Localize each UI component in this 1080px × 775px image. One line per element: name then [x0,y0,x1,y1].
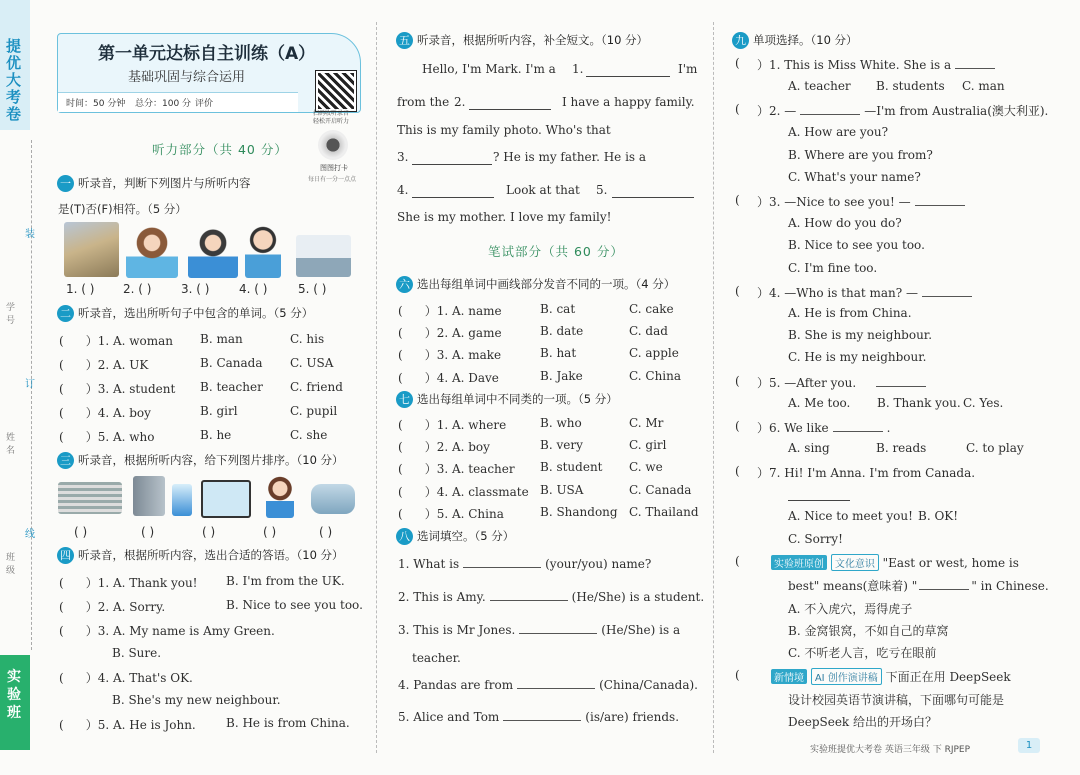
paren: ( [398,507,403,521]
unit-subtitle: 基础巩固与综合运用 [128,70,246,85]
paren: ( [59,406,64,420]
bind-char-1: 装 [25,229,35,240]
s9-q8-text: "East or west, home is [882,556,1019,570]
s9-q3-a: A. How do you do? [788,216,902,230]
option-a: ）3. A. My name is Amy Green. [85,624,275,638]
s2-number: 二 [57,305,74,322]
option-a: ）1. A. name [424,304,502,318]
s6-opt-c1: C. cake [629,302,674,316]
s4-row-1[interactable] [59,574,198,591]
option-a: ）1. A. woman [85,334,174,348]
s2-opt-c3: C. friend [290,380,343,394]
s1-answer-3[interactable]: 3. ( ) [181,282,210,296]
s3-order-4[interactable]: ( ) [263,525,277,539]
s1-answer-5[interactable]: 5. ( ) [298,282,327,296]
great-wall-picture [64,222,119,277]
paren: ( [398,485,403,499]
s5-title: 听录音，根据所听内容，补全短文。（10 分） [417,33,649,47]
paren: ( [59,430,64,444]
s6-opt-b2: B. date [540,324,584,338]
s3-order-3[interactable]: ( ) [202,525,216,539]
s9-q8-c: C. 不听老人言，吃亏在眼前 [788,646,937,660]
s7-opt-b2: B. very [540,438,583,452]
column-divider-2 [713,22,714,753]
s2-row-2[interactable] [59,356,148,373]
s9-q3-c: C. I'm fine too. [788,261,878,275]
s3-heading [57,452,344,469]
s5-number: 五 [396,32,413,49]
s5-num-5: 5. [596,183,608,197]
s8-q2 [398,590,704,604]
s6-row-1[interactable] [398,302,502,319]
s9-q7-blank[interactable] [788,486,850,501]
s4-opt-b1: B. I'm from the UK. [226,574,345,588]
s9-q7-c: C. Sorry! [788,532,843,546]
s9-q9-text: 下面正在用 DeepSeek [885,670,1011,684]
s9-q6-blank[interactable] [833,431,883,432]
paren: ( [59,382,64,396]
paren: ( [398,304,403,318]
s8-q1-text: 1. What is [398,557,460,571]
s1-answer-2[interactable]: 2. ( ) [123,282,152,296]
s9-q4-blank[interactable] [922,296,972,297]
s9-q2-c: C. What's your name? [788,170,921,184]
s9-q9-line2: 设计校园英语节演讲稿，下面哪句可能是 [788,693,1005,707]
s6-opt-c3: C. apple [629,346,679,360]
s2-row-4[interactable] [59,404,151,421]
s8-q3-choice: (He/She) is a [601,623,681,637]
bind-char-2: 订 [25,379,35,390]
s5-num-2: 2. [454,95,466,109]
option-a: ）3. A. make [424,348,502,362]
option-a: ）2. A. Sorry. [85,600,166,614]
paren: ( [59,576,64,590]
ai-tag: AI 创作演讲稿 [811,668,882,685]
s1-number: 一 [57,175,74,192]
s2-opt-c4: C. pupil [290,404,338,418]
s7-row-2[interactable] [398,438,490,455]
s2-heading [57,305,313,322]
man-picture [245,222,281,278]
s5-line-1b: I'm [678,62,698,76]
s9-paren-3[interactable]: ( [735,193,740,207]
option-a: ）5. A. He is John. [85,718,196,732]
s7-opt-c3: C. we [629,460,663,474]
s6-row-2[interactable] [398,324,502,341]
s9-q4-text: ）4. —Who is that man? — [757,286,919,300]
s2-opt-c1: C. his [290,332,325,346]
s7-row-4[interactable] [398,483,529,500]
audio-sub: 每日有一分一点点 [308,176,357,183]
s9-q6-text: ）6. We like [757,421,829,435]
s9-q9 [771,668,1011,685]
option-a: ）1. A. where [424,418,507,432]
s9-q8-text-b: best" means(意味着) " [788,579,918,593]
s4-row-4[interactable] [59,669,193,686]
s8-blank-5[interactable] [503,720,581,721]
binding-line [31,140,32,650]
s3-title: 听录音，根据所听内容，给下列图片排序。（10 分） [78,453,344,467]
s4-opt-b5: B. He is from China. [226,716,350,730]
listening-part-title: 听力部分（共 40 分） [152,142,288,157]
s1-title-line2: 是(T)否(F)相符。（5 分） [58,202,187,216]
paren: ( [398,348,403,362]
option-a: ）5. A. who [85,430,155,444]
paren: ( [398,462,403,476]
s9-q3-blank[interactable] [915,205,965,206]
written-part-title: 笔试部分（共 60 分） [488,244,624,259]
s6-opt-c2: C. dad [629,324,668,338]
s8-q2-text: 2. This is Amy. [398,590,486,604]
s9-q6-a: A. sing [788,441,830,455]
unit-title: 第一单元达标自主训练（A） [98,44,316,64]
s5-num-4: 4. [397,183,409,197]
option-a: ）3. A. teacher [424,462,515,476]
s3-order-2[interactable]: ( ) [141,525,155,539]
s9-q5-b: B. Thank you. [877,396,961,410]
s2-opt-b1: B. man [200,332,243,346]
s8-blank-3[interactable] [519,633,597,634]
paren: ( [398,440,403,454]
s7-row-3[interactable] [398,460,515,477]
s4-opt-b3: B. Sure. [112,646,162,660]
s6-opt-b3: B. hat [540,346,577,360]
s9-q2-blank[interactable] [800,114,860,115]
s5-line-5a: Look at that [506,183,580,197]
s9-paren-7[interactable]: ( [735,464,740,478]
s8-q5-choice: (is/are) friends. [585,710,680,724]
s8-q4-text: 4. Pandas are from [398,678,514,692]
s9-q8-blank[interactable] [919,589,969,590]
option-a: ）2. A. boy [424,440,490,454]
s9-q8-line2 [788,577,1049,594]
label-student-no: 学号 [6,303,16,326]
paren: ( [398,371,403,385]
s8-q3-text: 3. This is Mr Jones. [398,623,516,637]
s7-row-5[interactable] [398,505,504,522]
s8-blank-1[interactable] [463,567,541,568]
s9-q8 [771,554,1019,571]
s5-line-1a: Hello, I'm Mark. I'm a [422,62,556,76]
s9-paren-6[interactable]: ( [735,419,740,433]
s5-heading [396,32,648,49]
s5-line-6: She is my mother. I love my family! [397,210,612,224]
s5-num-1: 1. [572,62,584,76]
s9-q2-b: B. Where are you from? [788,148,933,162]
bind-char-3: 线 [25,529,35,540]
s1-heading [57,175,251,192]
s9-q8-a: A. 不入虎穴，焉得虎子 [788,602,913,616]
s9-q9-line3: DeepSeek 给出的开场白？ [788,715,938,729]
s9-q2 [757,102,1048,119]
s9-paren-5[interactable]: ( [735,374,740,388]
s6-row-3[interactable] [398,346,501,363]
s9-q6-c: C. to play [966,441,1024,455]
s8-heading [396,528,514,545]
paren: ( [398,418,403,432]
culture-tag: 文化意识 [831,554,879,571]
s9-q3-text: ）3. —Nice to see you! — [757,195,911,209]
s2-title: 听录音，选出所听句子中包含的单词。（5 分） [78,306,314,320]
s1-title: 听录音，判断下列图片与所听内容 [78,176,251,190]
s5-blank-5[interactable] [612,183,694,198]
s3-order-5[interactable]: ( ) [319,525,333,539]
qr-code[interactable] [316,71,356,111]
s9-q1-c: C. man [962,79,1005,93]
s9-q4-c: C. He is my neighbour. [788,350,927,364]
s8-q3-cont: teacher. [412,651,461,665]
s4-title: 听录音，根据所听内容，选出合适的答语。（10 分） [78,548,344,562]
s9-q1-blank[interactable] [955,68,995,69]
s4-number: 四 [57,547,74,564]
s9-paren-8[interactable]: ( [735,554,740,568]
s2-opt-b4: B. girl [200,404,238,418]
s9-paren-9[interactable]: ( [735,668,740,682]
s8-q1 [398,557,651,571]
s5-line-4: ? He is my father. He is a [493,150,647,164]
s9-heading [732,32,858,49]
s8-q1-choice: (your/you) name? [545,557,652,571]
qr-caption: 扫码收听录音 轻松开启听力 [313,110,350,125]
s8-q3 [398,623,680,637]
s3-order-1[interactable]: ( ) [74,525,88,539]
s6-opt-b4: B. Jake [540,369,583,383]
cake-picture [311,484,355,514]
s9-q1-a: A. teacher [788,79,851,93]
s9-q8-b: B. 金窝银窝，不如自己的草窝 [788,624,949,638]
s9-q5-blank[interactable] [876,386,926,387]
s6-opt-b1: B. cat [540,302,576,316]
s5-line-3: This is my family photo. Who's that [397,123,611,137]
s9-title: 单项选择。（10 分） [753,33,858,47]
s7-opt-c1: C. Mr [629,416,664,430]
side-band-bottom-text: 实验班 [7,669,21,721]
option-a: ）1. A. Thank you! [85,576,198,590]
s1-answer-1[interactable]: 1. ( ) [66,282,95,296]
woman-picture [266,476,294,518]
s4-row-3[interactable] [59,622,275,639]
s7-opt-c5: C. Thailand [629,505,699,519]
s9-q3 [757,193,969,210]
option-a: ）4. A. That's OK. [85,671,193,685]
s5-line-2b: I have a happy family. [562,95,695,109]
s9-q5 [757,374,930,391]
s9-paren-1[interactable]: ( [735,56,740,70]
s9-q5-c: C. Yes. [963,396,1004,410]
s5-num-3: 3. [397,150,409,164]
option-a: ）5. A. China [424,507,504,521]
audio-caption: 图图打卡 [320,164,348,172]
original-tag: 实验班原创 [771,555,827,570]
time-label: 时间：50 分钟 [66,99,126,109]
paren: ( [398,326,403,340]
s4-row-2[interactable] [59,598,165,615]
s6-heading [396,276,675,293]
paren: ( [59,718,64,732]
s7-heading [396,391,618,408]
s8-q5 [398,710,679,724]
s9-q4-a: A. He is from China. [788,306,912,320]
s7-row-1[interactable] [398,416,506,433]
s9-q7-a: A. Nice to meet you! [788,509,913,523]
s2-opt-c2: C. USA [290,356,334,370]
paren: ( [59,671,64,685]
s7-opt-b3: B. student [540,460,603,474]
s8-title: 选词填空。（5 分） [417,529,515,543]
s8-number: 八 [396,528,413,545]
s8-q4-choice: (China/Canada). [599,678,698,692]
eval-label: 评价 [195,99,214,109]
s9-q6-b: B. reads [876,441,927,455]
s8-q2-choice: (He/She) is a student. [571,590,705,604]
s4-opt-b2: B. Nice to see you too. [226,598,363,612]
s7-opt-c2: C. girl [629,438,667,452]
s5-blank-1[interactable] [586,62,670,77]
s9-number: 九 [732,32,749,49]
s9-q7-b: B. OK! [918,509,959,523]
s5-line-2a: from the [397,95,450,109]
s4-row-5[interactable] [59,716,196,733]
s2-row-1[interactable] [59,332,173,349]
s9-paren-2[interactable]: ( [735,102,740,116]
footer-text: 实验班提优大考卷 英语三年级 下 RJPEP [810,745,971,755]
s5-blank-4[interactable] [412,183,494,198]
audio-icon[interactable] [318,130,348,160]
s7-opt-c4: C. Canada [629,483,692,497]
side-band-top-text: 提优大考卷 [6,37,22,123]
s2-opt-b3: B. teacher [200,380,263,394]
s2-row-3[interactable] [59,380,175,397]
s7-opt-b4: B. USA [540,483,584,497]
s8-blank-4[interactable] [517,688,595,689]
s9-q4 [757,284,976,301]
s9-q2-a: A. How are you? [788,125,889,139]
s7-title: 选出每组单词中不同类的一项。（5 分） [417,392,618,406]
label-name: 姓名 [6,433,16,456]
s9-q5-text: ）5. —After you. [757,376,857,390]
label-class: 班级 [6,553,16,576]
option-a: ）4. A. boy [85,406,151,420]
s8-q4 [398,678,698,692]
option-a: ）2. A. UK [85,358,149,372]
door-picture [133,476,165,516]
new-context-tag: 新情境 [771,669,807,684]
s9-q8-text-c: " in Chinese. [971,579,1049,593]
s7-number: 七 [396,391,413,408]
s9-q3-b: B. Nice to see you too. [788,238,925,252]
s1-answer-4[interactable]: 4. ( ) [239,282,268,296]
s5-blank-2[interactable] [469,95,551,110]
classroom-picture [172,484,192,516]
s4-heading [57,547,344,564]
option-a: ）4. A. Dave [424,371,499,385]
boy-glasses-picture [188,224,238,278]
s2-opt-b5: B. he [200,428,232,442]
option-a: ）3. A. student [85,382,176,396]
option-a: ）4. A. classmate [424,485,529,499]
paren: ( [59,600,64,614]
paren: ( [59,358,64,372]
column-divider-1 [376,22,377,753]
s7-opt-b1: B. who [540,416,582,430]
tv-picture [201,480,251,518]
s3-number: 三 [57,452,74,469]
s6-row-4[interactable] [398,369,499,386]
s9-q6: ）6. We like . [757,421,891,435]
score-label: 总分：100 分 [135,99,192,109]
s9-q1-b: B. students [876,79,945,93]
s2-row-5[interactable] [59,428,154,445]
s6-number: 六 [396,276,413,293]
s9-q4-b: B. She is my neighbour. [788,328,933,342]
paren: ( [59,334,64,348]
s8-blank-2[interactable] [490,600,568,601]
s4-opt-b4: B. She's my new neighbour. [112,693,281,707]
s7-opt-b5: B. Shandong [540,505,618,519]
paren: ( [59,624,64,638]
option-a: ）2. A. game [424,326,502,340]
s8-q5-text: 5. Alice and Tom [398,710,500,724]
s9-q2-text: ）2. — [757,104,797,118]
s9-paren-4[interactable]: ( [735,284,740,298]
s9-q1-text: ）1. This is Miss White. She is a [757,58,952,72]
page-number: 1 [1018,738,1040,753]
s9-q5-a: A. Me too. [788,396,851,410]
s2-opt-c5: C. she [290,428,328,442]
s5-blank-3[interactable] [412,150,492,165]
s9-q2-text-b: —I'm from Australia(澳大利亚). [864,104,1049,118]
s9-q7: ）7. Hi! I'm Anna. I'm from Canada. [757,466,976,480]
s9-q1 [757,56,999,73]
s6-title: 选出每组单词中画线部分发音不同的一项。（4 分） [417,277,676,291]
city-skyline-picture [296,235,351,277]
s2-opt-b2: B. Canada [200,356,263,370]
flag-usa-picture [58,482,122,514]
girl-picture [126,224,178,278]
s6-opt-c4: C. China [629,369,682,383]
